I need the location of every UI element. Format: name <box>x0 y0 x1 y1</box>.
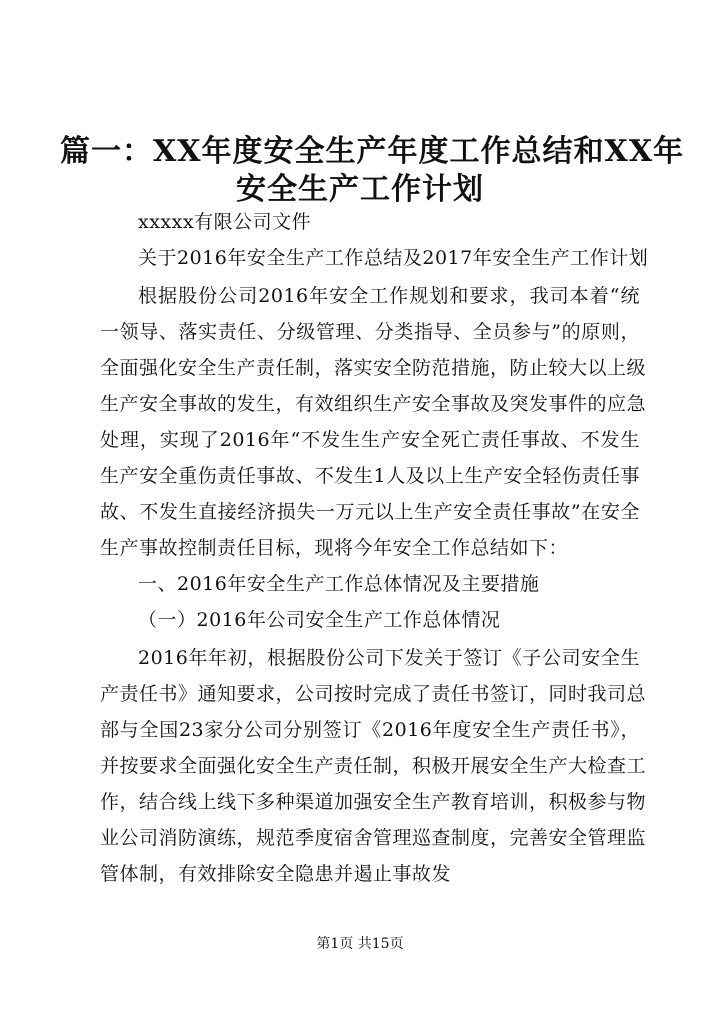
body-line: 业公司消防演练，规范季度宿舍管理巡查制度，完善安全管理监 <box>100 827 647 849</box>
body-line: 生产安全事故的发生，有效组织生产安全事故及突发事件的应急 <box>100 393 647 415</box>
section-heading: 一、2016年安全生产工作总体情况及主要措施 <box>138 573 540 595</box>
body-line: 产责任书》通知要求，公司按时完成了责任书签订，同时我司总 <box>100 683 647 705</box>
page-footer: 第1页 共15页 <box>316 936 404 952</box>
company-header: xxxxx有限公司文件 <box>138 211 312 233</box>
subsection-heading: （一）2016年公司安全生产工作总体情况 <box>138 609 501 631</box>
body-line: 根据股份公司2016年安全工作规划和要求，我司本着“统 <box>138 285 640 307</box>
body-line: 部与全国23家分公司分别签订《2016年度安全生产责任书》， <box>100 719 640 741</box>
body-line: 并按要求全面强化安全生产责任制，积极开展安全生产大检查工 <box>100 755 647 777</box>
body-line: 一领导、落实责任、分级管理、分类指导、全员参与”的原则， <box>100 321 640 343</box>
body-line: 作，结合线上线下多种渠道加强安全生产教育培训，积极参与物 <box>100 791 647 813</box>
document-title-line-2: 安全生产工作计划 <box>236 172 484 207</box>
body-line: 故、不发生直接经济损失一万元以上生产安全责任事故”在安全 <box>100 501 640 523</box>
body-line: 管体制，有效排除安全隐患并遏止事故发 <box>100 863 452 885</box>
body-line: 生产事故控制责任目标，现将今年安全工作总结如下： <box>100 537 569 559</box>
body-line: 全面强化安全生产责任制，落实安全防范措施，防止较大以上级 <box>100 357 647 379</box>
document-title-line-1: 篇一：XX年度安全生产年度工作总结和XX年 <box>60 134 685 169</box>
body-line: 处理，实现了2016年“不发生生产安全死亡责任事故、不发生 <box>100 429 640 451</box>
body-line: 2016年年初，根据股份公司下发关于签订《子公司安全生 <box>138 647 640 669</box>
document-subject: 关于2016年安全生产工作总结及2017年安全生产工作计划 <box>138 247 649 269</box>
body-line: 生产安全重伤责任事故、不发生1人及以上生产安全轻伤责任事 <box>100 465 640 487</box>
